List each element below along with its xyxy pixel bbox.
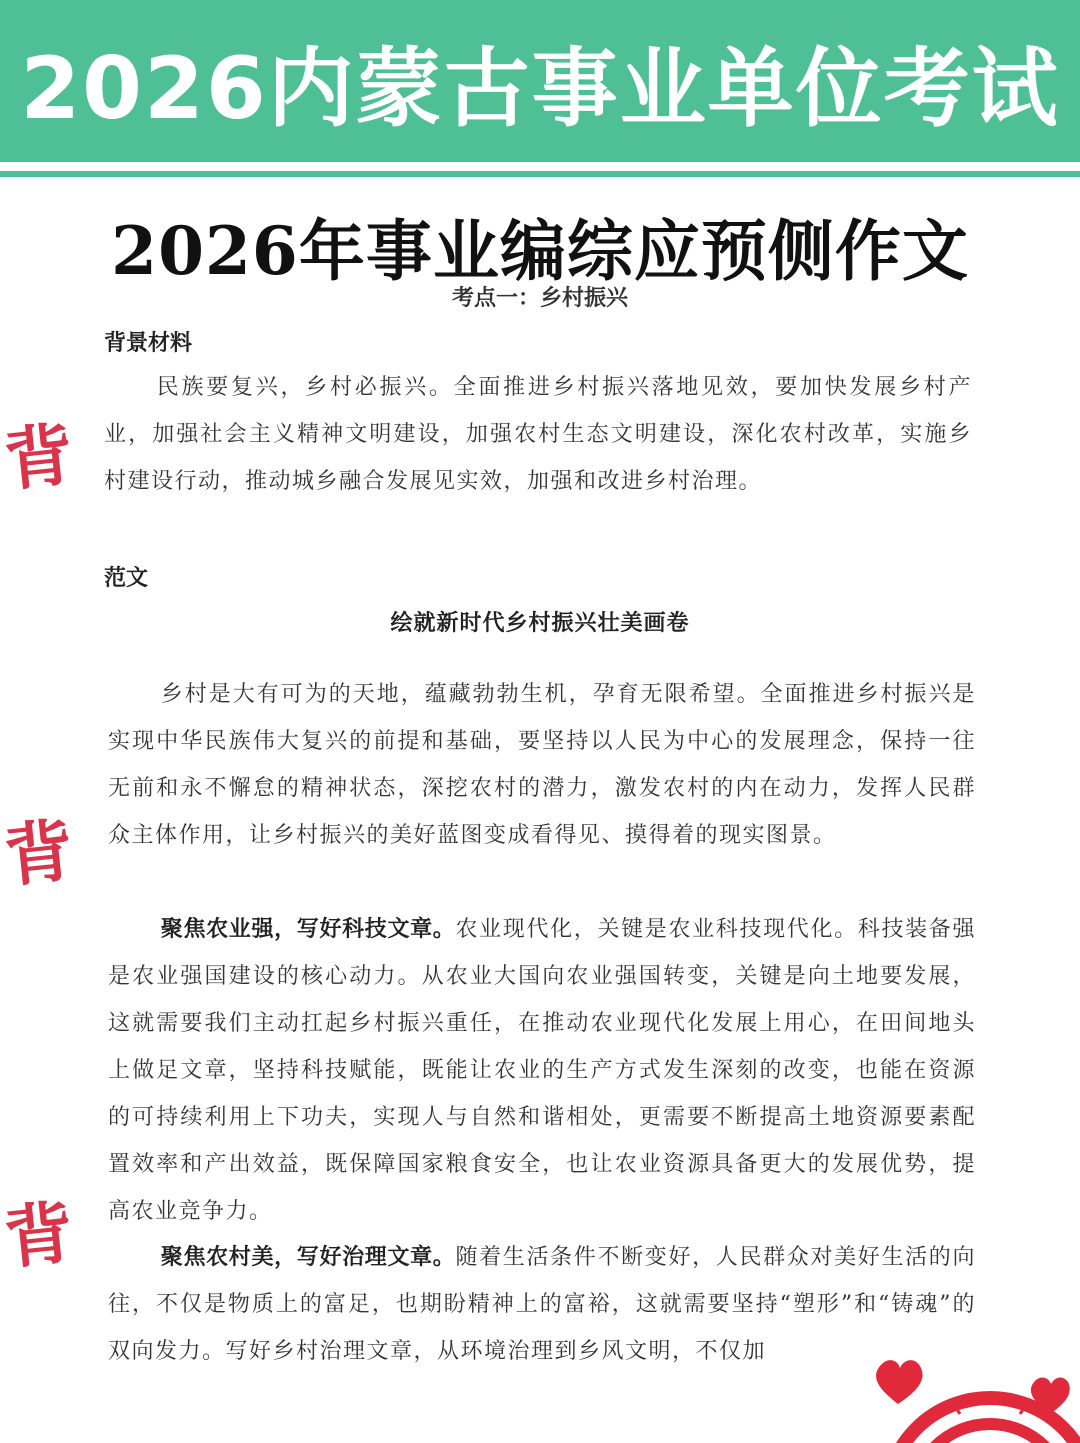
memorize-stamp: 背 xyxy=(0,414,77,502)
heart-target-decoration xyxy=(860,1352,1080,1443)
background-label: 背景材料 xyxy=(104,331,193,356)
essay-paragraph-2 xyxy=(108,906,976,1235)
memorize-stamp: 背 xyxy=(0,810,77,898)
paragraph-lead: 聚焦农村美，写好治理文章。 xyxy=(160,1245,456,1270)
header-banner xyxy=(0,0,1080,162)
essay-paragraph-3 xyxy=(108,1234,976,1375)
banner-title: 2026内蒙古事业单位考试 xyxy=(20,39,1060,139)
paragraph-text: 随着生活条件不断变好，人民群众对美好生活的向往，不仅是物质上的富足，也期盼精神上的富裕，这就需要坚持“塑形”和“铸魂”的双向发力。写好乡村治理文章，从环境治理到乡风文明，不仅加 xyxy=(108,1245,976,1364)
target-ring xyxy=(912,1424,1068,1443)
essay-label: 范文 xyxy=(104,566,149,591)
document-subtitle: 考点一：乡村振兴 xyxy=(451,286,628,311)
banner-divider xyxy=(0,171,1080,177)
essay-title: 绘就新时代乡村振兴壮美画卷 xyxy=(390,611,690,636)
paragraph-lead: 聚焦农业强，写好科技文章。 xyxy=(160,917,456,942)
document-title: 2026年事业编综应预侧作文 xyxy=(111,212,969,290)
essay-paragraph-1 xyxy=(108,671,976,859)
background-paragraph: 民族要复兴，乡村必振兴。全面推进乡村振兴落地见效，要加快发展乡村产业，加强社会主义精神文明建设，加强农村生态文明建设，深化农村改革，实施乡村建设行动，推动城乡融合发展见实效，加强和改进乡村治理。 xyxy=(104,375,972,494)
memorize-stamp: 背 xyxy=(0,1192,77,1280)
paragraph-text: 农业现代化，关键是农业科技现代化。科技装备强是农业强国建设的核心动力。从农业大国向农业强国转变，关键是向土地要发展，这就需要我们主动扛起乡村振兴重任，在推动农业现代化发展上用心，在田间地头上做足文章，坚持科技赋能，既能让农业的生产方式发生深刻的改变，也能在资源的可持续利用上下功夫，实现人与自然和谐相处，更需要不断提高土地资源要素配置效率和产出效益，既保障国家粮食安全，也让农业资源具备更大的发展优势，提高农业竞争力。 xyxy=(108,917,976,1224)
paragraph-text: 乡村是大有可为的天地，蕴藏勃勃生机，孕育无限希望。全面推进乡村振兴是实现中华民族伟大复兴的前提和基础，要坚持以人民为中心的发展理念，保持一往无前和永不懈怠的精神状态，深挖农村的潜力，激发农村的内在动力，发挥人民群众主体作用，让乡村振兴的美好蓝图变成看得见、摸得着的现实图景。 xyxy=(108,682,976,848)
heart-icon xyxy=(876,1360,922,1404)
